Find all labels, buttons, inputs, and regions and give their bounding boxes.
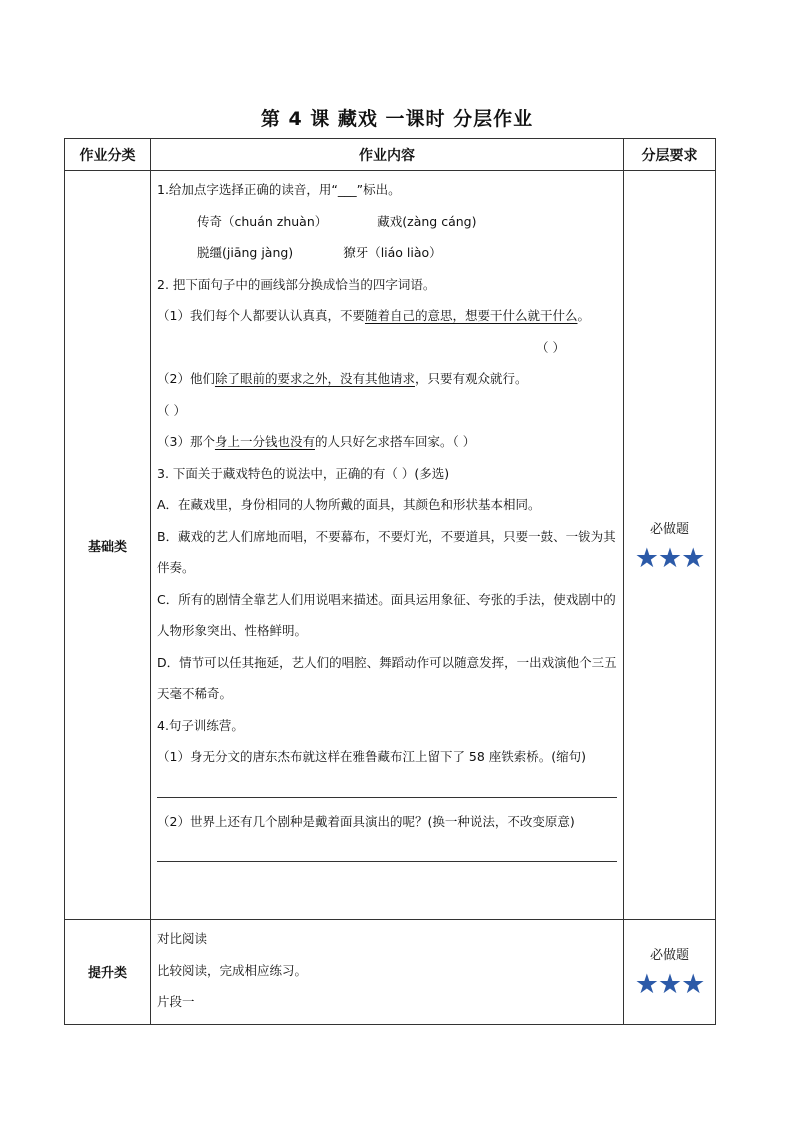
header-requirement: 分层要求 (624, 139, 716, 171)
q2-s2-end: ，只要有观众就行。 (414, 371, 528, 386)
q3-option-a: A．在藏戏里，身份相同的人物所戴的面具，其颜色和形状基本相同。 (157, 497, 541, 512)
q4-sentence-2: （2）世界上还有几个剧种是戴着面具演出的呢？(换一种说法，不改变原意) (157, 813, 575, 829)
q4-prompt: 4.句子训练营。 (157, 717, 244, 733)
q2-sentence-1 (157, 300, 617, 332)
q3-option-b: B．藏戏的艺人们席地而唱，不要幕布，不要灯光，不要道具，只要一鼓、一钹为其伴奏。 (157, 528, 616, 575)
q2-s2-answer-blank[interactable]: （ ） (157, 402, 186, 418)
q2-s3-underlined: 身上一分钱也没有 (214, 434, 315, 449)
advanced-line-3: 片段一 (157, 994, 195, 1009)
q2-s3-text: （3）那个 (157, 434, 215, 449)
category-basic: 基础类 (65, 171, 151, 920)
q2-s2-text: （2）他们 (157, 371, 215, 386)
q4-answer-line-2[interactable] (157, 843, 617, 862)
table-header-row (65, 139, 716, 171)
table-row-basic (65, 171, 716, 920)
content-basic (151, 171, 624, 920)
q1-option-tuojiang: 脱缰(jiāng jàng) (197, 245, 294, 260)
star-rating-icon: ★★★ (634, 969, 705, 1001)
q2-s1-answer-blank[interactable]: （ ） (536, 339, 565, 355)
q1-prompt: 1.给加点字选择正确的读音，用“___”标出。 (157, 182, 401, 197)
advanced-line-1: 对比阅读 (157, 931, 208, 946)
star-rating-icon: ★★★ (634, 542, 705, 574)
q2-sentence-3 (157, 426, 617, 458)
q1-option-liaoya: 獠牙（liáo liào） (343, 245, 442, 260)
requirement-advanced-label: 必做题 (649, 948, 689, 964)
advanced-line-2: 比较阅读，完成相应练习。 (157, 962, 308, 978)
homework-table (64, 138, 716, 1025)
q1-option-zangxi: 藏戏(zàng cáng) (377, 213, 477, 229)
table-row-advanced (65, 920, 716, 1025)
q2-s2-underlined: 除了眼前的要求之外，没有其他请求 (214, 371, 415, 386)
category-advanced: 提升类 (65, 920, 151, 1025)
requirement-advanced (624, 920, 716, 1025)
q2-s1-underlined: 随着自己的意思，想要干什么就干什么 (364, 308, 578, 323)
header-category: 作业分类 (65, 139, 151, 171)
q4-answer-line-1[interactable] (157, 779, 617, 798)
requirement-basic (624, 171, 716, 920)
q2-s1-text: （1）我们每个人都要认认真真，不要 (157, 308, 365, 323)
q2-sentence-2 (157, 363, 617, 395)
q3-prompt: 3. 下面关于藏戏特色的说法中，正确的有（ ）(多选) (157, 465, 450, 481)
requirement-basic-label: 必做题 (649, 521, 689, 537)
q3-option-d: D．情节可以任其拖延，艺人们的唱腔、舞蹈动作可以随意发挥，一出戏演他个三五天毫不稀奇。 (157, 654, 617, 701)
q2-prompt: 2. 把下面句子中的画线部分换成恰当的四字词语。 (157, 276, 436, 292)
header-content: 作业内容 (151, 139, 624, 171)
q4-sentence-1: （1）身无分文的唐东杰布就这样在雅鲁藏布江上留下了 58 座铁索桥。(缩句) (157, 749, 587, 764)
q2-s1-end: 。 (577, 308, 590, 323)
q1-options-row2 (157, 237, 617, 269)
q1-options-row1 (157, 206, 617, 238)
q1-option-chuanqi: 传奇（chuán zhuàn） (197, 213, 328, 229)
content-advanced (151, 920, 624, 1025)
page-title: 第 4 课 藏戏 一课时 分层作业 (260, 108, 534, 130)
q2-s3-end: 的人只好乞求搭车回家。（ ） (314, 434, 476, 449)
q3-option-c: C．所有的剧情全靠艺人们用说唱来描述。面具运用象征、夸张的手法，使戏剧中的人物形象突出、性格鲜明。 (157, 591, 616, 638)
